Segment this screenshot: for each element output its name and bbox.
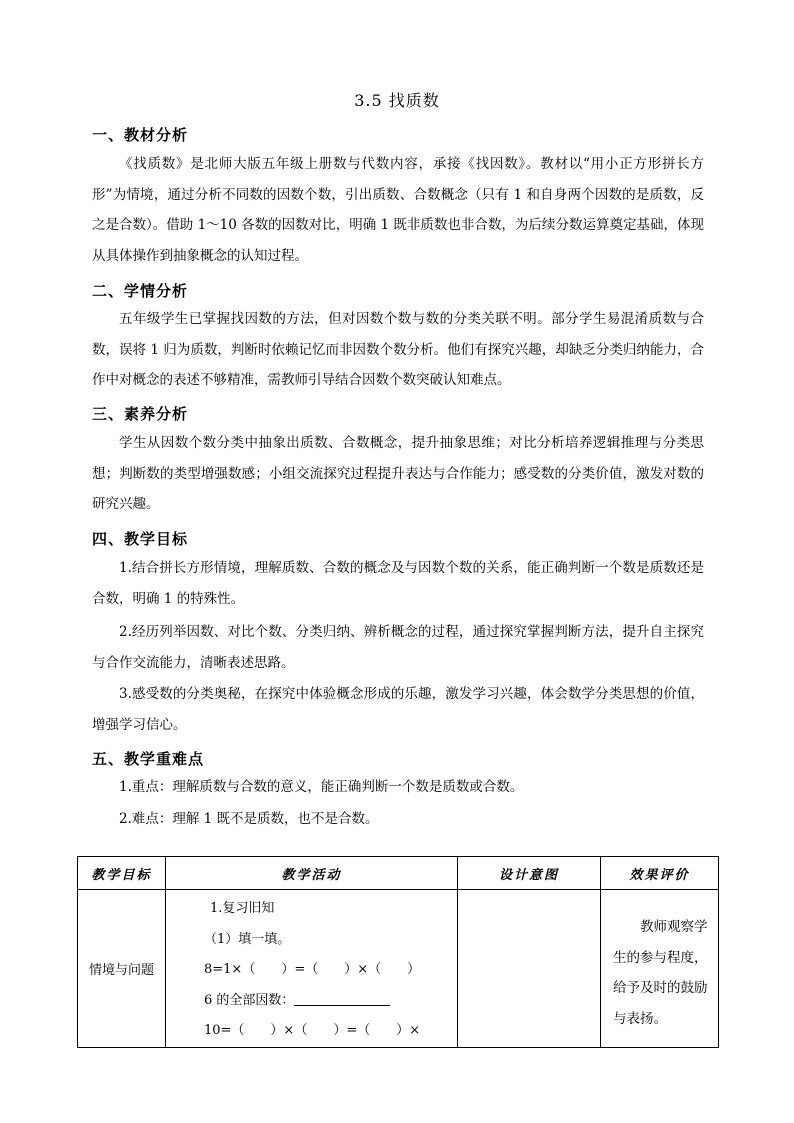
paragraph-key-point: 1.重点：理解质数与合数的意义，能正确判断一个数是质数或合数。: [119, 779, 524, 795]
header-teaching-activity: 教学活动: [166, 857, 458, 890]
paragraph-learner-analysis: 五年级学生已掌握找因数的方法，但对因数个数与数的分类关联不明。部分学生易混淆质数与合数，误将 1 归为质数，判断时依赖记忆而非因数个数分析。他们有探究兴趣，却缺乏分类归纳能力，合作中对概念的表述不够精准，需教师引导结合因数个数突破认知难点。: [92, 311, 704, 388]
paragraph-goal-1: 1.结合拼长方形情境，理解质数、合数的概念及与因数个数的关系，能正确判断一个数是质数还是合数，明确 1 的特殊性。: [92, 560, 704, 607]
table-header-row: [78, 857, 719, 890]
paragraph-goal-2: 2.经历列举因数、对比个数、分类归纳、辨析概念的过程，通过探究掌握判断方法，提升自主探究与合作交流能力，清晰表述思路。: [92, 624, 704, 671]
cell-intent: [458, 890, 601, 1048]
cell-activity: [166, 890, 458, 1048]
header-effect-evaluation: 效果评价: [601, 857, 719, 890]
activity-line-fill-in: （1）填一填。: [204, 931, 291, 947]
paragraph-literacy-analysis: 学生从因数个数分类中抽象出质数、合数概念，提升抽象思维；对比分析培养逻辑推理与分类思想；判断数的类型增强数感；小组交流探究过程提升表达与合作能力；感受数的分类价值，激发对数的研究兴趣。: [92, 435, 704, 512]
section-heading-learner-analysis: 二、学情分析: [92, 282, 189, 300]
paragraph-goal-3: 3.感受数的分类奥秘，在探究中体验概念形成的乐趣，激发学习兴趣，体会数学分类思想的价值，增强学习信心。: [92, 686, 704, 733]
evaluation-text: 教师观察学生的参与程度，给予及时的鼓励与表扬。: [613, 919, 708, 1027]
header-teaching-goal: 教学目标: [78, 857, 166, 890]
six-factors-label: 6 的全部因数：: [204, 992, 295, 1008]
section-heading-literacy-analysis: 三、素养分析: [92, 405, 189, 423]
activity-line-six: [166, 986, 457, 1017]
section-heading-teaching-goals: 四、教学目标: [92, 530, 189, 548]
activity-line-ten: 10=（ ）×（ ）=（ ）×: [204, 1023, 421, 1038]
activity-line-eight: 8=1×（ ）=（ ）×（ ）: [204, 962, 421, 977]
section-heading-textbook-analysis: 一、教材分析: [92, 126, 189, 144]
header-design-intent: 设计意图: [458, 857, 601, 890]
teaching-plan-table: [77, 856, 719, 1048]
activity-line-review: 1.复习旧知: [210, 901, 275, 916]
cell-evaluation: [601, 890, 719, 1048]
section-heading-key-points: 五、教学重难点: [92, 750, 205, 768]
answer-blank[interactable]: [294, 991, 390, 1006]
paragraph-difficult-point: 2.难点：理解 1 既不是质数，也不是合数。: [119, 811, 379, 827]
cell-goal: 情境与问题: [78, 890, 166, 1048]
table-row: [78, 890, 719, 1048]
paragraph-textbook-analysis: 《找质数》是北师大版五年级上册数与代数内容，承接《找因数》。教材以“用小正方形拼长方形”为情境，通过分析不同数的因数个数，引出质数、合数概念（只有 1 和自身两个因数的是质数，反之是合数）。借助 1～10 各数的因数对比，明确 1 既非质数也非合数，为后续分数运算奠定基础，体现从具体操作到抽象概念的认知过程。: [92, 156, 704, 264]
page-title: 3.5 找质数: [354, 91, 440, 110]
